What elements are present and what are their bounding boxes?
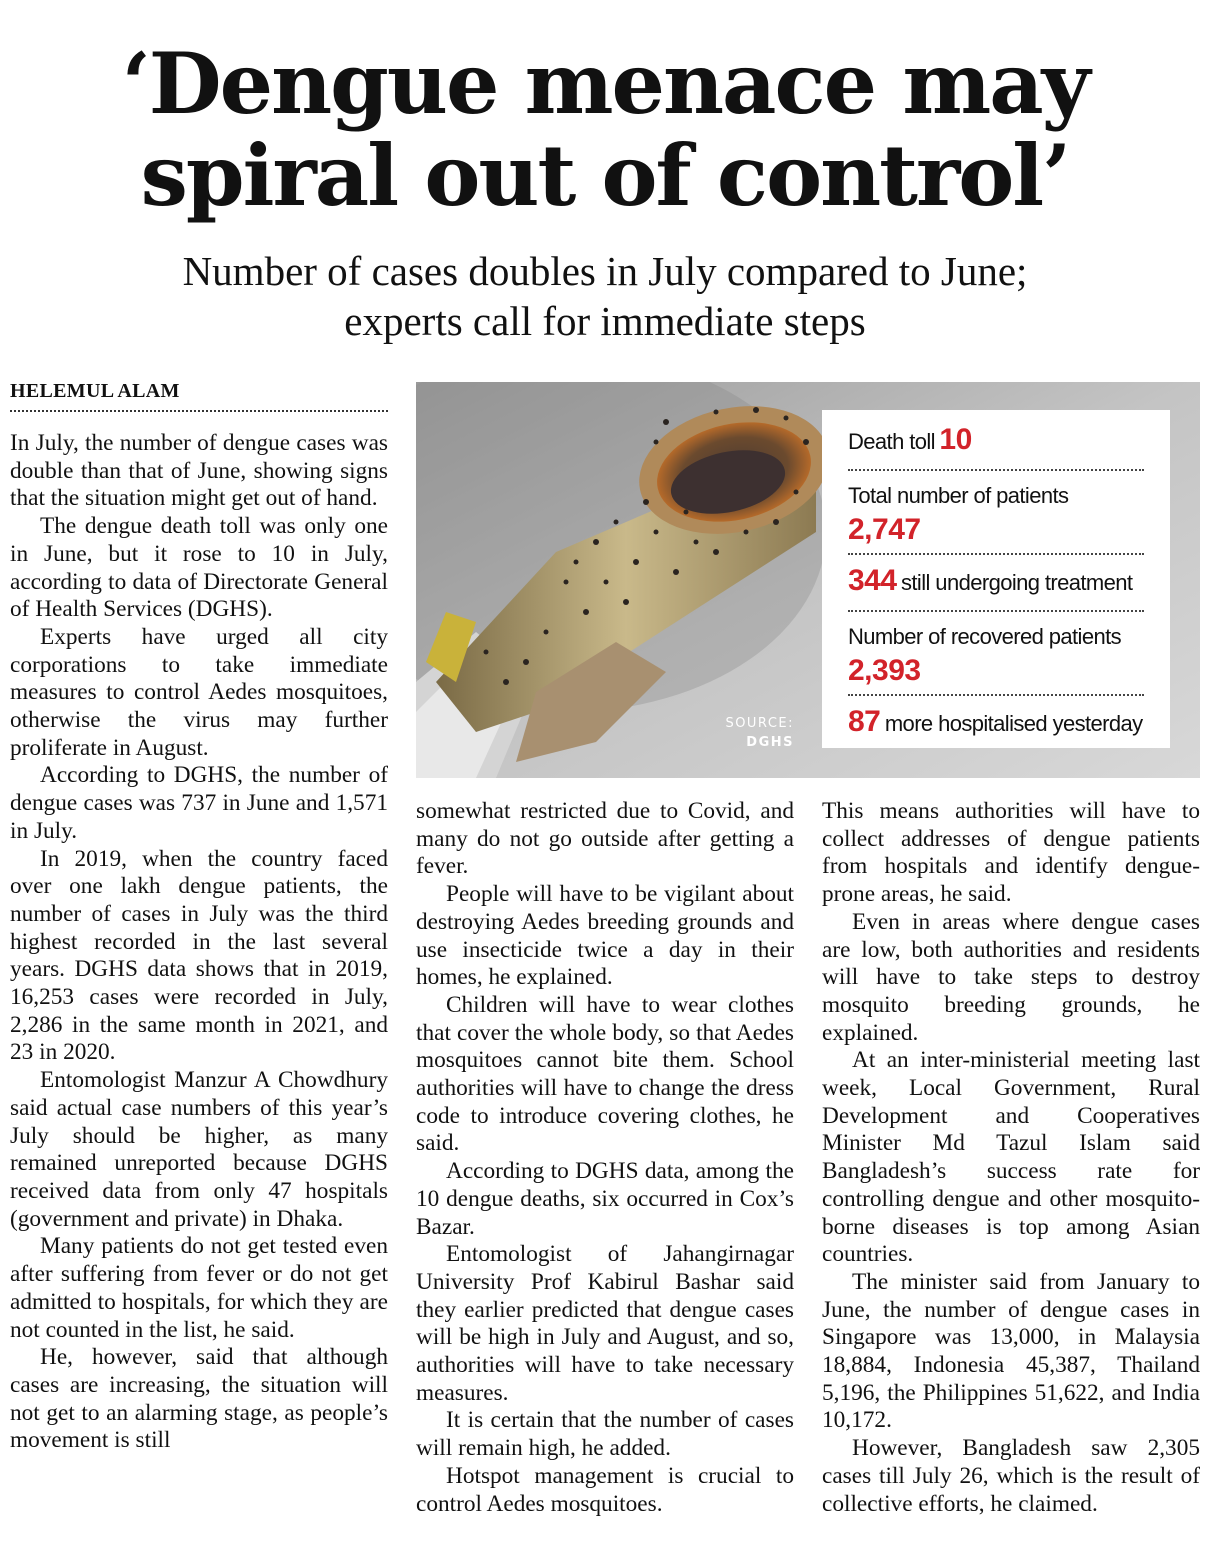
headline	[0, 34, 1210, 225]
paragraph: Many patients do not get tested even after suffering from fever or do not get admitted to hospitals, for which they are not counted in the list, he said.	[10, 1233, 388, 1343]
paragraph: In 2019, when the country faced over one lakh dengue patients, the number of cases in July was the third highest recorded in the last several years. DGHS data shows that in 2019, 16,253 cases were recorded in July, 2,286 in the same month in 2021, and 23 in 2020.	[10, 845, 388, 1066]
paragraph: Hotspot management is crucial to control Aedes mosquitoes.	[416, 1462, 794, 1517]
byline: HELEMUL ALAM	[10, 378, 388, 412]
article-column-3	[822, 798, 1200, 1560]
paragraph: In July, the number of dengue cases was double than that of June, showing signs that the situation might get out of hand.	[10, 430, 388, 512]
subhead-line-1: Number of cases doubles in July compared to June;	[182, 248, 1028, 294]
total-patients-value: 2,747	[848, 513, 921, 546]
recovered-label: Number of recovered patients	[848, 624, 1122, 649]
death-toll-label: Death toll	[848, 429, 935, 454]
stats-box	[822, 410, 1170, 748]
paragraph: somewhat restricted due to Covid, and many do not go outside after getting a fever.	[416, 798, 794, 880]
paragraph: This means authorities will have to collect addresses of dengue patients from hospitals and identify dengue-prone areas, he said.	[822, 798, 1200, 908]
subheadline	[0, 246, 1210, 346]
stat-total-patients	[848, 479, 1144, 555]
paragraph: Children will have to wear clothes that cover the whole body, so that Aedes mosquitoes cannot bite them. School authorities will have to change the dress code to introduce covering clothes, he said.	[416, 991, 794, 1157]
headline-line-2: spiral out of control’	[140, 126, 1070, 225]
hospitalised-label: more hospitalised yesterday	[884, 711, 1143, 736]
paragraph: Experts have urged all city corporations to take immediate measures to control Aedes mosquitoes, otherwise the virus may further proliferate in August.	[10, 623, 388, 761]
article-column-1	[10, 430, 388, 1560]
paragraph: It is certain that the number of cases will remain high, he added.	[416, 1407, 794, 1462]
death-toll-value: 10	[939, 423, 972, 456]
paragraph: However, Bangladesh saw 2,305 cases till July 26, which is the result of collective efforts, he claimed.	[822, 1435, 1200, 1517]
paragraph: Even in areas where dengue cases are low, both authorities and residents will have to take steps to destroy mosquito breeding grounds, he explained.	[822, 908, 1200, 1046]
hospitalised-value: 87	[848, 705, 881, 738]
paragraph: Entomologist Manzur A Chowdhury said actual case numbers of this year’s July should be higher, as many remained unreported because DGHS received data from only 47 hospitals (government and private) in Dhaka.	[10, 1067, 388, 1232]
paragraph: People will have to be vigilant about destroying Aedes breeding grounds and use insecticide twice a day in their homes, he explained.	[416, 881, 794, 991]
stat-hospitalised	[848, 704, 1144, 751]
paragraph: The minister said from January to June, the number of dengue cases in Singapore was 13,000, in Malaysia 18,884, Indonesia 45,387, Thailand 5,196, the Philippines 51,622, and India 10,172.	[822, 1268, 1200, 1434]
photo-source	[712, 714, 794, 752]
under-treatment-label: still undergoing treatment	[901, 570, 1133, 595]
under-treatment-value: 344	[848, 564, 897, 597]
paragraph: At an inter-ministerial meeting last week, Local Government, Rural Development and Cooperatives Minister Md Tazul Islam said Bangladesh’s success rate for controlling dengue and other mosquito-borne diseases is top among Asian countries.	[822, 1047, 1200, 1268]
paragraph: According to DGHS, the number of dengue cases was 737 in June and 1,571 in July.	[10, 762, 388, 844]
paragraph: He, however, said that although cases are increasing, the situation will not get to an alarming stage, as people’s movement is still	[10, 1344, 388, 1454]
article-column-2	[416, 798, 794, 1560]
stat-death-toll	[848, 422, 1144, 471]
source-name: DGHS	[746, 735, 794, 750]
paragraph: Entomologist of Jahangirnagar University Prof Kabirul Bashar said they earlier predicted that dengue cases will be high in July and August, and so, authorities will have to take necessary measures.	[416, 1241, 794, 1406]
total-patients-label: Total number of patients	[848, 483, 1069, 508]
headline-line-1: ‘Dengue menace may	[121, 34, 1089, 133]
stat-under-treatment	[848, 563, 1144, 612]
paragraph: The dengue death toll was only one in June, but it rose to 10 in July, according to data of Directorate General of Health Services (DGHS).	[10, 513, 388, 623]
subhead-line-2: experts call for immediate steps	[344, 298, 866, 344]
source-label: SOURCE:	[725, 716, 794, 731]
recovered-value: 2,393	[848, 654, 921, 687]
stat-recovered	[848, 620, 1144, 696]
paragraph: According to DGHS data, among the 10 dengue deaths, six occurred in Cox’s Bazar.	[416, 1158, 794, 1240]
